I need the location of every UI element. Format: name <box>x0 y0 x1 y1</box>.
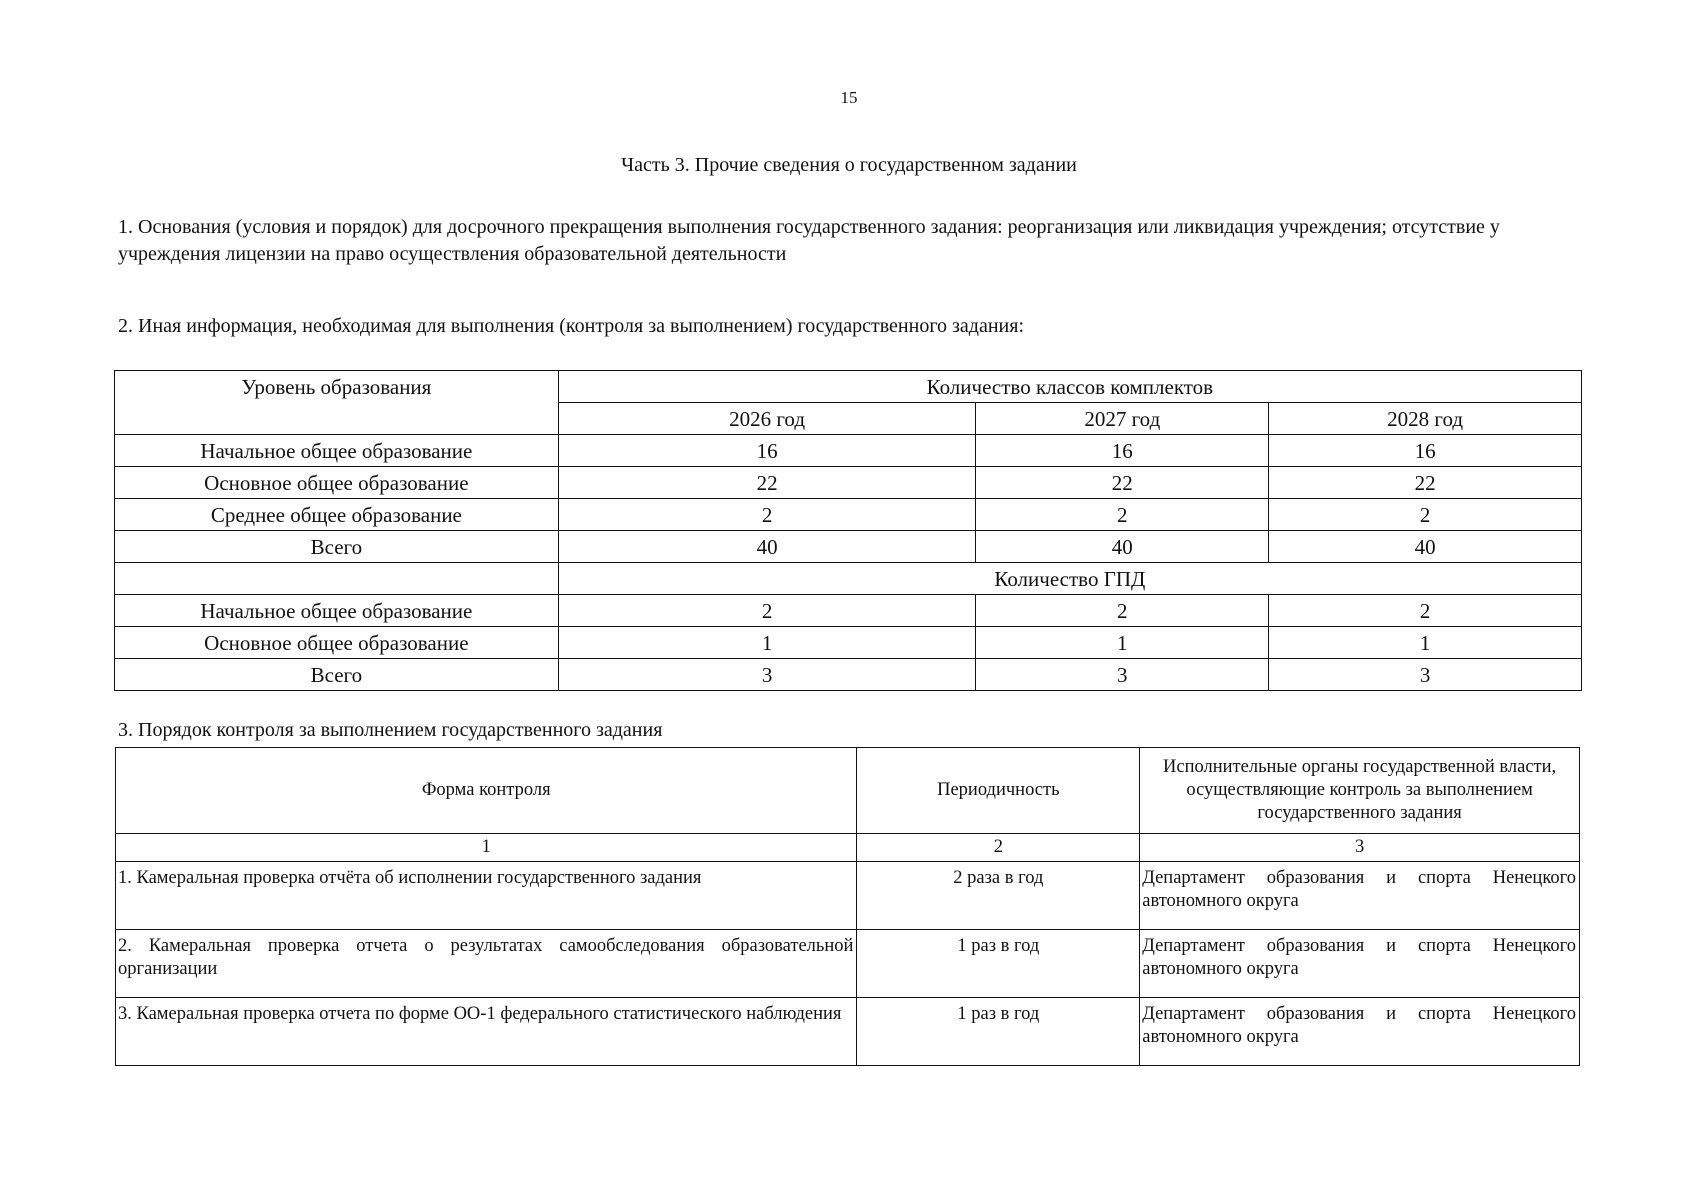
year-header: 2028 год <box>1269 403 1582 435</box>
page-number: 15 <box>840 88 858 107</box>
form-header: Форма контроля <box>116 748 857 834</box>
table-row-total <box>115 531 1582 563</box>
table-row <box>116 862 1580 930</box>
count-header: Количество классов комплектов <box>558 371 1581 403</box>
control-authority: Департамент образования и спорта Ненецкого автономного округа <box>1140 862 1580 930</box>
row-label: Начальное общее образование <box>115 435 559 467</box>
section-3-text: 3. Порядок контроля за выполнением государственного задания <box>118 719 663 741</box>
row-label: Основное общее образование <box>115 627 559 659</box>
cell-value: 16 <box>558 435 976 467</box>
cell-value: 2 <box>1269 595 1582 627</box>
cell-value: 16 <box>1269 435 1582 467</box>
cell-value: 2 <box>976 595 1269 627</box>
row-label: Среднее общее образование <box>115 499 559 531</box>
gpd-header: Количество ГПД <box>558 563 1581 595</box>
cell-value: 3 <box>976 659 1269 691</box>
cell-value: 2 <box>558 499 976 531</box>
section-1-text: 1. Основания (условия и порядок) для досрочного прекращения выполнения государственного задания: реорганизация или ликвидация учреждения; отсутствие у учреждения лицензии на право осуществления образовательной деятельности <box>118 216 1500 265</box>
cell-value: 40 <box>1269 531 1582 563</box>
row-label: Всего <box>115 531 559 563</box>
control-period: 2 раза в год <box>857 862 1140 930</box>
table-row <box>115 627 1582 659</box>
cell-value: 40 <box>976 531 1269 563</box>
control-authority: Департамент образования и спорта Ненецкого автономного округа <box>1140 930 1580 998</box>
control-form: 1. Камеральная проверка отчёта об исполнении государственного задания <box>116 862 857 930</box>
cell-value: 1 <box>976 627 1269 659</box>
cell-value: 22 <box>1269 467 1582 499</box>
control-authority: Департамент образования и спорта Ненецкого автономного округа <box>1140 998 1580 1066</box>
cell-value: 1 <box>1269 627 1582 659</box>
table-row <box>115 435 1582 467</box>
cell-value: 22 <box>558 467 976 499</box>
gpd-header-row <box>115 563 1582 595</box>
control-period: 1 раз в год <box>857 930 1140 998</box>
table-header-row <box>115 371 1582 403</box>
control-table <box>115 747 1580 1066</box>
row-label: Всего <box>115 659 559 691</box>
classes-table <box>114 370 1582 691</box>
level-header: Уровень образования <box>115 371 559 435</box>
column-numbers-row <box>116 834 1580 862</box>
table-row <box>116 930 1580 998</box>
cell-value: 40 <box>558 531 976 563</box>
column-number: 2 <box>857 834 1140 862</box>
control-form: 2. Камеральная проверка отчета о результатах самообследования образовательной организации <box>116 930 857 998</box>
column-number: 1 <box>116 834 857 862</box>
table-header-row <box>116 748 1580 834</box>
table-row <box>115 499 1582 531</box>
row-label: Основное общее образование <box>115 467 559 499</box>
cell-value: 22 <box>976 467 1269 499</box>
table-row-total <box>115 659 1582 691</box>
table-row <box>116 998 1580 1066</box>
control-period: 1 раз в год <box>857 998 1140 1066</box>
row-label: Начальное общее образование <box>115 595 559 627</box>
year-header: 2026 год <box>558 403 976 435</box>
empty-cell <box>115 563 559 595</box>
cell-value: 16 <box>976 435 1269 467</box>
table-row <box>115 595 1582 627</box>
section-2-text: 2. Иная информация, необходимая для выполнения (контроля за выполнением) государственного задания: <box>118 315 1025 337</box>
cell-value: 3 <box>1269 659 1582 691</box>
cell-value: 2 <box>558 595 976 627</box>
cell-value: 2 <box>1269 499 1582 531</box>
period-header: Периодичность <box>857 748 1140 834</box>
column-number: 3 <box>1140 834 1580 862</box>
cell-value: 1 <box>558 627 976 659</box>
year-header: 2027 год <box>976 403 1269 435</box>
part-title: Часть 3. Прочие сведения о государственном задании <box>621 154 1077 176</box>
cell-value: 2 <box>976 499 1269 531</box>
control-form: 3. Камеральная проверка отчета по форме ОО-1 федерального статистического наблюдения <box>116 998 857 1066</box>
cell-value: 3 <box>558 659 976 691</box>
table-row <box>115 467 1582 499</box>
authority-header: Исполнительные органы государственной власти, осуществляющие контроль за выполнением государственного задания <box>1140 748 1580 834</box>
